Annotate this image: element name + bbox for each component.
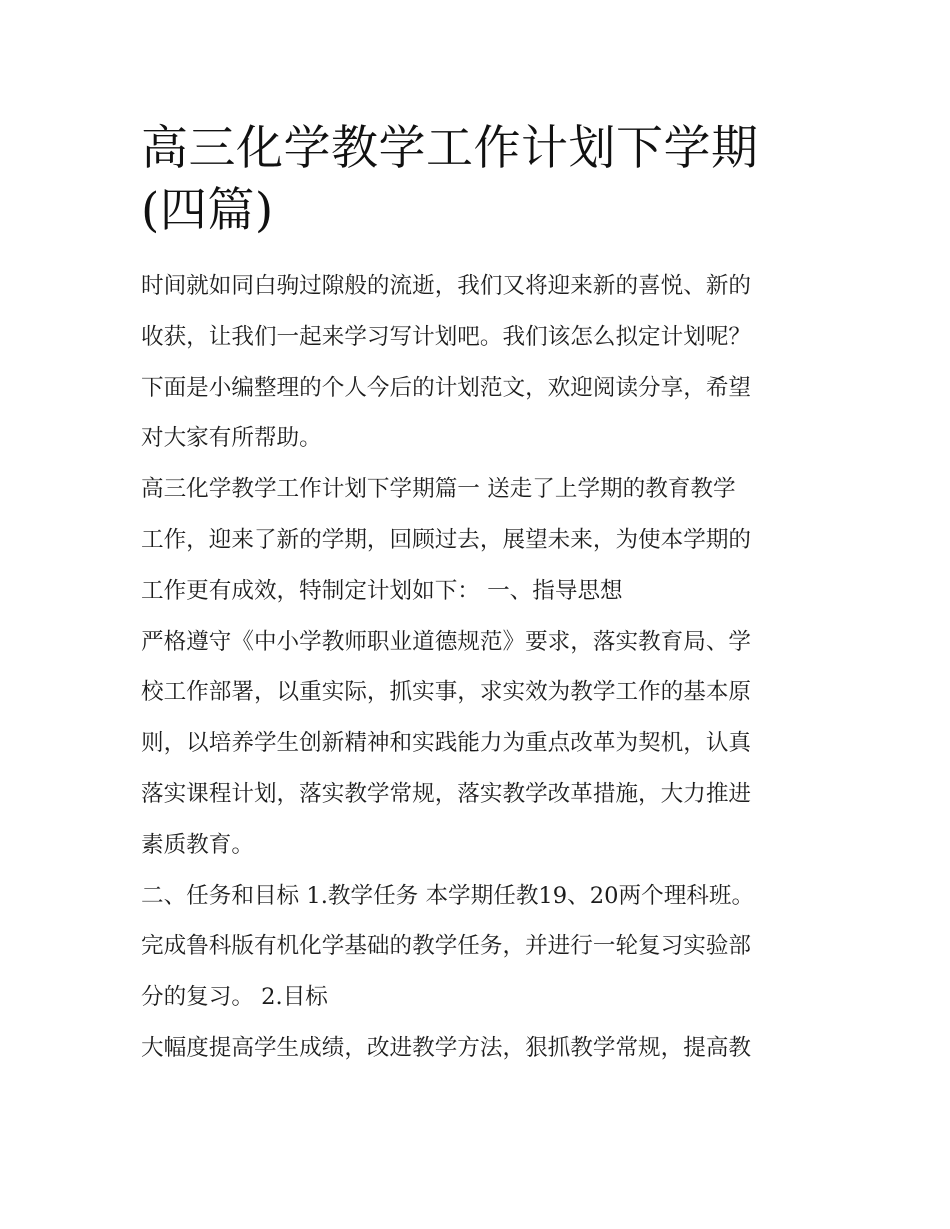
body-text-line: 分的复习。 2.目标 <box>141 984 328 1011</box>
body-text-line: 大幅度提高学生成绩，改进教学方法，狠抓教学常规，提高教 <box>141 1034 752 1061</box>
body-text-line: 时间就如同白驹过隙般的流逝，我们又将迎来新的喜悦、新的 <box>141 273 752 299</box>
body-text-line: 落实课程计划，落实教学常规，落实教学改革措施，大力推进 <box>141 780 752 807</box>
document-content <box>141 118 813 1074</box>
body-text-line: 素质教育。 <box>141 831 254 858</box>
body-text-line: 严格遵守《中小学教师职业道德规范》要求，落实教育局、学 <box>141 628 752 655</box>
title-line: 高三化学教学工作计划下学期 <box>141 121 759 176</box>
body-text-line: 对大家有所帮助。 <box>141 425 322 452</box>
body-text-line: 二、任务和目标 1.教学任务 本学期任教19、20两个理科班。 <box>141 882 755 909</box>
title-line: (四篇) <box>141 183 274 238</box>
body-text-line: 校工作部署，以重实际，抓实事，求实效为教学工作的基本原 <box>141 679 752 706</box>
body-text-line: 则，以培养学生创新精神和实践能力为重点改革为契机，认真 <box>141 730 752 757</box>
body-text-line: 收获，让我们一起来学习写计划吧。我们该怎么拟定计划呢？ <box>141 323 752 350</box>
document-body <box>141 261 813 1074</box>
body-text-line: 完成鲁科版有机化学基础的教学任务，并进行一轮复习实验部 <box>141 933 752 960</box>
body-text-line: 工作，迎来了新的学期，回顾过去，展望未来，为使本学期的 <box>141 526 752 553</box>
body-text-line: 下面是小编整理的个人今后的计划范文，欢迎阅读分享，希望 <box>141 374 752 401</box>
document-title <box>141 118 813 242</box>
body-text-line: 工作更有成效，特制定计划如下： 一、指导思想 <box>141 577 623 604</box>
body-text-line: 高三化学教学工作计划下学期篇一 送走了上学期的教育教学 <box>141 476 736 503</box>
